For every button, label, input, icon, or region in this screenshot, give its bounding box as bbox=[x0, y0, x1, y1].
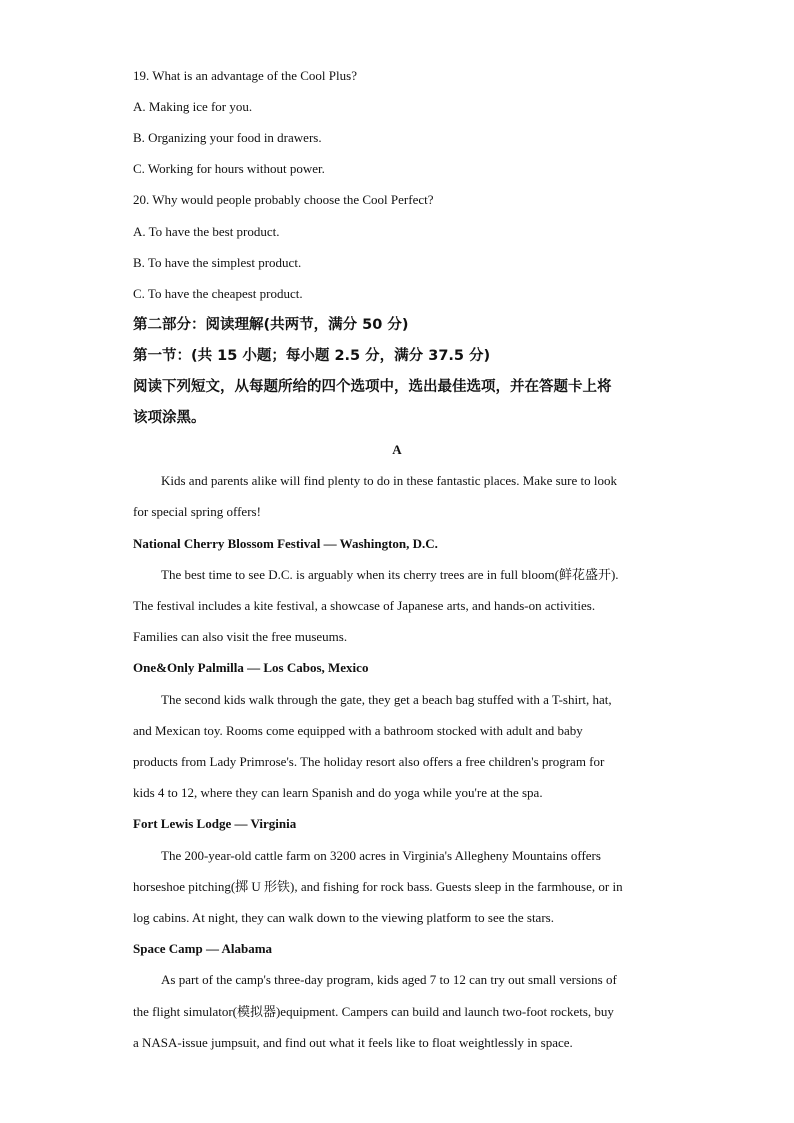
paragraph-line: the flight simulator(模拟器)equipment. Campers can build and launch two-foot rockets, buy bbox=[133, 1004, 614, 1019]
paragraph-line: and Mexican toy. Rooms come equipped with a bathroom stocked with adult and baby bbox=[133, 723, 583, 738]
paragraph-line: The 200-year-old cattle farm on 3200 acres in Virginia's Allegheny Mountains offers bbox=[161, 848, 601, 863]
paragraph-line: The second kids walk through the gate, they get a beach bag stuffed with a T-shirt, hat, bbox=[161, 692, 612, 707]
place-heading: One&Only Palmilla — Los Cabos, Mexico bbox=[133, 660, 369, 675]
paragraph-line: The best time to see D.C. is arguably when its cherry trees are in full bloom(鲜花盛开). bbox=[161, 567, 619, 582]
question-20-option-a: A. To have the best product. bbox=[133, 224, 280, 239]
question-20-option-b: B. To have the simplest product. bbox=[133, 255, 302, 270]
passage-intro-line: for special spring offers! bbox=[133, 504, 261, 519]
question-20-stem: 20. Why would people probably choose the Cool Perfect? bbox=[133, 192, 434, 207]
subsection-heading: 第一节：(共 15 小题；每小题 2.5 分，满分 37.5 分) bbox=[133, 348, 491, 364]
question-20-option-c: C. To have the cheapest product. bbox=[133, 286, 303, 301]
question-19-stem: 19. What is an advantage of the Cool Plus? bbox=[133, 68, 357, 83]
paragraph-line: As part of the camp's three-day program, kids aged 7 to 12 can try out small versions of bbox=[161, 972, 617, 987]
paragraph-line: kids 4 to 12, where they can learn Spanish and do yoga while you're at the spa. bbox=[133, 785, 543, 800]
part-heading: 第二部分：阅读理解(共两节，满分 50 分) bbox=[133, 317, 409, 333]
paragraph-line: products from Lady Primrose's. The holiday resort also offers a free children's program for bbox=[133, 754, 605, 769]
paragraph-line: horseshoe pitching(掷 U 形铁), and fishing for rock bass. Guests sleep in the farmhouse, or in bbox=[133, 879, 623, 894]
question-19-option-a: A. Making ice for you. bbox=[133, 99, 253, 114]
passage-intro-line: Kids and parents alike will find plenty to do in these fantastic places. Make sure to look bbox=[161, 473, 617, 488]
instruction-line-2: 该项涂黑。 bbox=[133, 410, 206, 426]
question-19-option-c: C. Working for hours without power. bbox=[133, 161, 325, 176]
passage-label: A bbox=[392, 442, 402, 457]
question-19-option-b: B. Organizing your food in drawers. bbox=[133, 130, 322, 145]
place-heading: Space Camp — Alabama bbox=[133, 941, 273, 956]
place-heading: Fort Lewis Lodge — Virginia bbox=[133, 816, 297, 831]
paragraph-line: Families can also visit the free museums. bbox=[133, 629, 348, 644]
place-heading: National Cherry Blossom Festival — Washington, D.C. bbox=[133, 536, 438, 551]
paragraph-line: The festival includes a kite festival, a showcase of Japanese arts, and hands-on activities. bbox=[133, 598, 596, 613]
instruction-line-1: 阅读下列短文，从每题所给的四个选项中，选出最佳选项，并在答题卡上将 bbox=[133, 379, 612, 395]
paragraph-line: log cabins. At night, they can walk down to the viewing platform to see the stars. bbox=[133, 910, 554, 925]
paragraph-line: a NASA-issue jumpsuit, and find out what it feels like to float weightlessly in space. bbox=[133, 1035, 573, 1050]
